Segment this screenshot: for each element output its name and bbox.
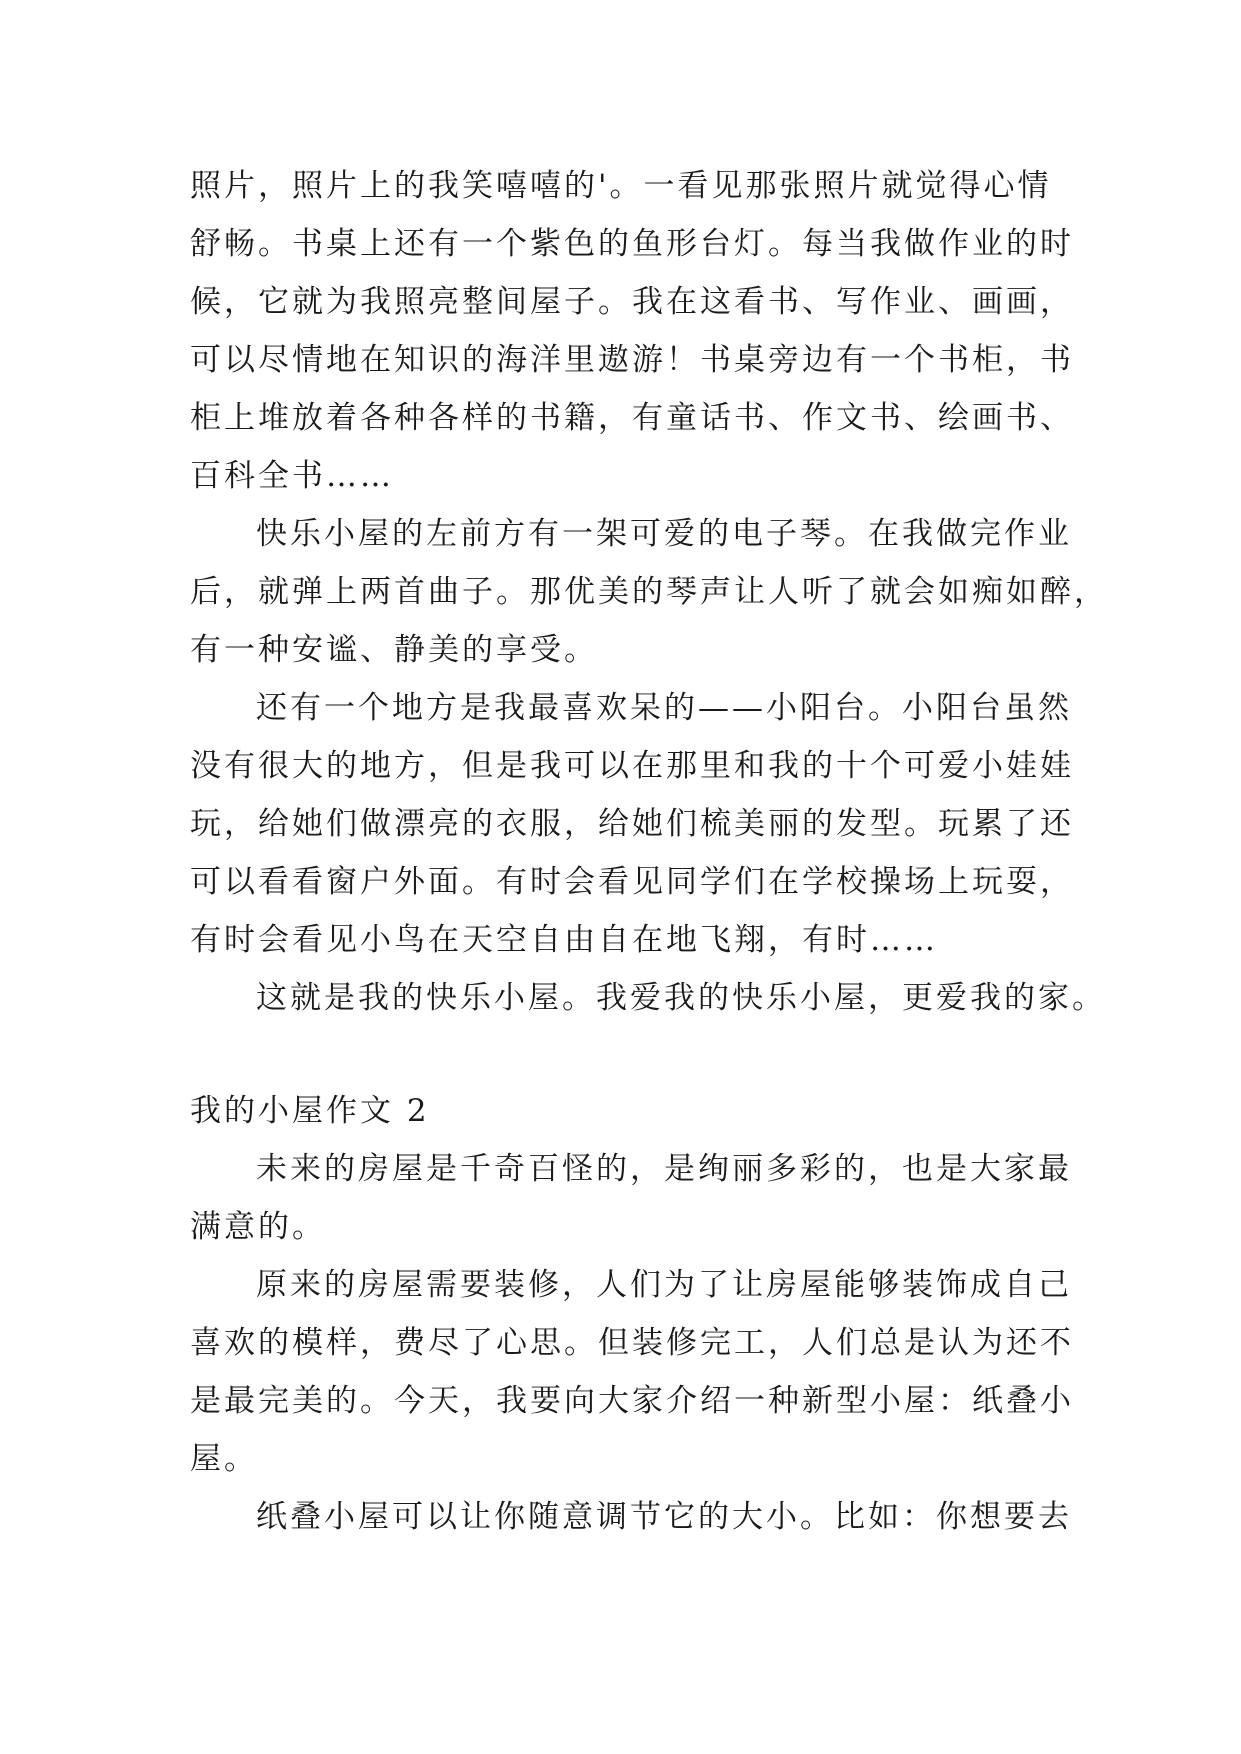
text-line: 有时会看见小鸟在天空自由自在地飞翔，有时…… bbox=[190, 922, 938, 958]
text-line: 照片，照片上的我笑嘻嘻的'。一看见那张照片就觉得心情 bbox=[190, 168, 1052, 204]
text-line: 玩，给她们做漂亮的衣服，给她们梳美丽的发型。玩累了还 bbox=[190, 806, 1074, 842]
text-line: 满意的。 bbox=[190, 1209, 326, 1245]
text-line: 是最完美的。今天，我要向大家介绍一种新型小屋：纸叠小 bbox=[190, 1383, 1074, 1419]
text-line: 纸叠小屋可以让你随意调节它的大小。比如：你想要去 bbox=[256, 1499, 1072, 1535]
text-line: 未来的房屋是千奇百怪的，是绚丽多彩的，也是大家最 bbox=[256, 1151, 1072, 1187]
text-line: 屋。 bbox=[190, 1441, 258, 1477]
text-line: 后，就弹上两首曲子。那优美的琴声让人听了就会如痴如醉， bbox=[190, 574, 1108, 610]
text-line: 可以看看窗户外面。有时会看见同学们在学校操场上玩耍， bbox=[190, 864, 1074, 900]
text-line: 没有很大的地方，但是我可以在那里和我的十个可爱小娃娃 bbox=[190, 748, 1074, 784]
text-line: 候，它就为我照亮整间屋子。我在这看书、写作业、画画， bbox=[190, 284, 1074, 320]
text-line: 原来的房屋需要装修，人们为了让房屋能够装饰成自己 bbox=[256, 1267, 1072, 1303]
text-line: 有一种安谧、静美的享受。 bbox=[190, 632, 598, 668]
section-heading: 我的小屋作文 2 bbox=[190, 1093, 430, 1129]
text-line: 可以尽情地在知识的海洋里遨游！书桌旁边有一个书柜，书 bbox=[190, 342, 1074, 378]
text-line: 还有一个地方是我最喜欢呆的——小阳台。小阳台虽然 bbox=[256, 690, 1072, 726]
text-line: 柜上堆放着各种各样的书籍，有童话书、作文书、绘画书、 bbox=[190, 400, 1074, 436]
text-line: 喜欢的模样，费尽了心思。但装修完工，人们总是认为还不 bbox=[190, 1325, 1074, 1361]
text-line: 百科全书…… bbox=[190, 458, 394, 494]
text-line: 快乐小屋的左前方有一架可爱的电子琴。在我做完作业 bbox=[256, 516, 1072, 552]
text-line: 舒畅。书桌上还有一个紫色的鱼形台灯。每当我做作业的时 bbox=[190, 226, 1074, 262]
text-line: 这就是我的快乐小屋。我爱我的快乐小屋，更爱我的家。 bbox=[256, 980, 1106, 1016]
